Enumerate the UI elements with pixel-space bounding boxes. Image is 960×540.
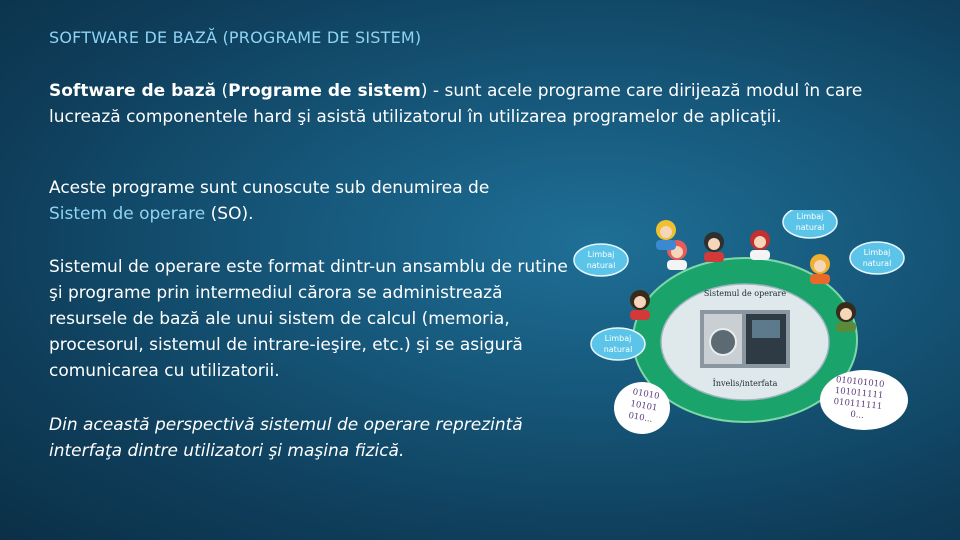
- binary-line: 010...: [627, 410, 654, 425]
- term-programe-de-sistem: Programe de sistem: [228, 81, 421, 101]
- binary-line: 010101010: [835, 374, 885, 391]
- speech-bubble-left-bottom: [591, 328, 645, 360]
- user-avatar: [810, 254, 830, 284]
- bubble-line1: Limbaj: [604, 334, 632, 343]
- slide-title: SOFTWARE DE BAZĂ (PROGRAME DE SISTEM): [49, 28, 422, 47]
- bubble-line2: natural: [862, 259, 892, 268]
- user-avatar: [656, 220, 676, 250]
- binary-line: 10101: [629, 399, 659, 414]
- os-interface-paragraph: Din această perspectivă sistemul de operare reprezintă interfaţa dintre utilizatori şi maşina fizică.: [49, 415, 523, 461]
- bubble-line2: natural: [795, 223, 825, 232]
- os-interface-diagram: [570, 210, 910, 440]
- paren-open: (: [216, 81, 229, 101]
- binary-line: 0...: [849, 409, 865, 422]
- bubble-line1: Limbaj: [796, 212, 824, 221]
- bubble-line2: natural: [586, 261, 616, 270]
- bubble-line1: Limbaj: [863, 248, 891, 257]
- user-avatar: [750, 230, 770, 260]
- binary-blob-left: [614, 382, 670, 434]
- speech-bubble-right: [850, 242, 904, 274]
- binary-blob-right: [820, 370, 908, 430]
- binary-line: 01010: [631, 387, 661, 402]
- term-software-de-baza: Software de bază: [49, 81, 217, 101]
- binary-line: 101011111: [834, 385, 884, 401]
- user-avatar: [836, 302, 856, 332]
- bubble-line1: Limbaj: [587, 250, 615, 259]
- os-name-intro: Aceste programe sunt cunoscute sub denumirea de: [49, 178, 490, 198]
- binary-line: 010111111: [833, 396, 883, 412]
- os-composition-paragraph: Sistemul de operare este format dintr-un ansamblu de rutine şi programe prin intermediul cărora se administrează resursele de bază ale unui sistem de calcul (memoria, procesorul, sistemul de intrare-ieşire, etc.) şi se asigură comunicarea cu utilizatorii.: [49, 257, 568, 381]
- os-highlight: Sistem de operare: [49, 204, 206, 224]
- user-avatar: [704, 232, 724, 262]
- hardware-image: [700, 310, 790, 368]
- definition-paragraph: [49, 78, 909, 130]
- os-abbrev: (SO).: [205, 204, 254, 224]
- user-avatar: [630, 290, 650, 320]
- ring-top-label: Sistemul de operare: [703, 289, 787, 298]
- speech-bubble-left-top: [574, 244, 628, 276]
- ring-bottom-label: Învelis/interfata: [712, 379, 778, 388]
- os-name-paragraph: [49, 175, 549, 227]
- definition-text: ) - sunt acele programe care dirijează modul în care lucrează componentele hard şi asistă utilizatorul în utilizarea programelor de aplicaţii.: [49, 81, 863, 127]
- speech-bubble-top-right: [783, 210, 837, 238]
- bubble-line2: natural: [603, 345, 633, 354]
